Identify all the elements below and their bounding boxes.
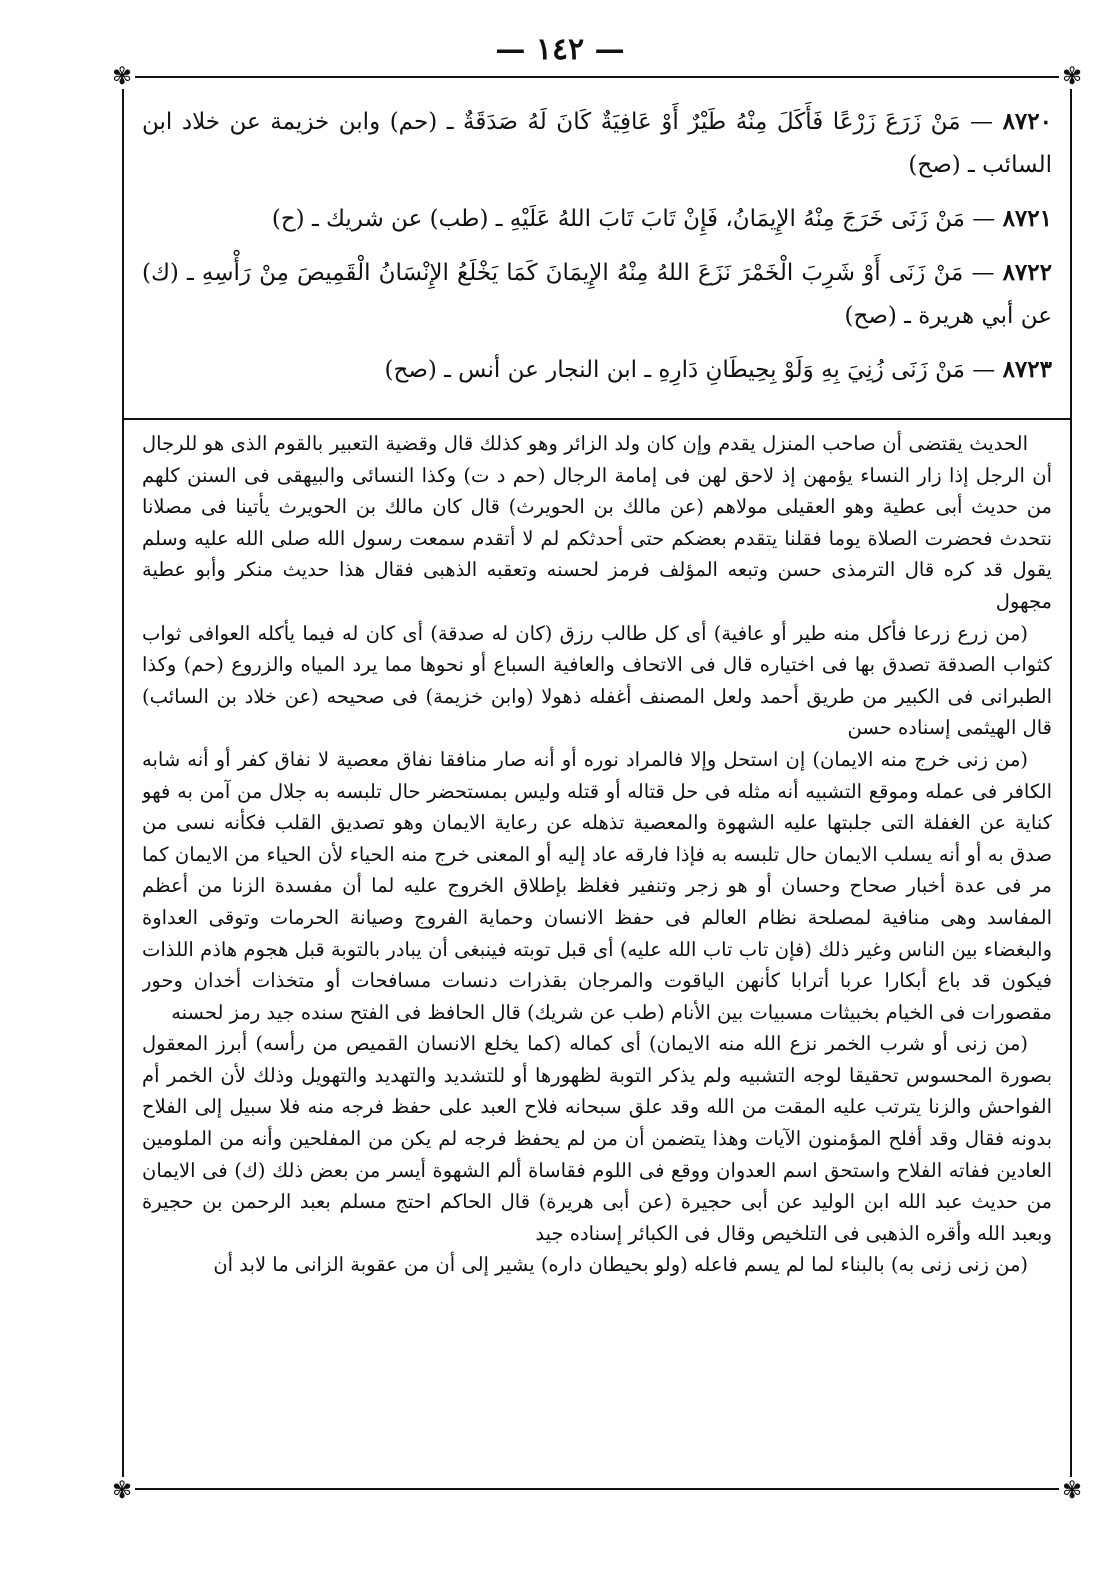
page-number: — ١٤٢ —	[495, 32, 625, 67]
hadith-text: — مَنْ زَنَى زُنِيَ بِهِ وَلَوْ بِحِيطَانِ دَارِهِ ـ ابن النجار عن أنس ـ (صح)	[384, 357, 996, 383]
ornament-corner-icon: ✾	[1059, 63, 1085, 89]
commentary-section	[142, 428, 1052, 1478]
hadith-entry	[142, 251, 1052, 338]
hadith-number: ٨٧٢٠	[1002, 108, 1052, 135]
hadith-text: — مَنْ زَنَى أَوْ شَرِبَ الْخَمْرَ نَزَعَ اللهُ مِنْهُ الإِيمَانَ كَمَا يَخْلَعُ الإِنْسَانُ الْقَمِيصَ مِنْ رَأْسِهِ ـ (ك) عن أبي هريرة ـ (صح)	[142, 260, 1052, 329]
hadith-text: — مَنْ زَرَعَ زَرْعًا فَأَكَلَ مِنْهُ طَيْرٌ أَوْ عَافِيَةٌ كَانَ لَهُ صَدَقَةٌ ـ (حم) وابن خزيمة عن خلاد ابن السائب ـ (صح)	[142, 109, 1052, 178]
hadith-number: ٨٧٢٣	[1002, 356, 1052, 383]
ornament-corner-icon: ✾	[109, 1477, 135, 1503]
hadith-entry	[142, 197, 1052, 241]
hadith-number: ٨٧٢٢	[1002, 259, 1052, 286]
hadith-entry	[142, 100, 1052, 187]
hadith-number: ٨٧٢١	[1002, 205, 1052, 232]
hadith-text: — مَنْ زَنَى خَرَجَ مِنْهُ الإِيمَانُ، فَإِنْ تَابَ تَابَ اللهُ عَلَيْهِ ـ (طب) عن شريك ـ (ح)	[271, 206, 996, 232]
ornament-corner-icon: ✾	[109, 63, 135, 89]
ornament-corner-icon: ✾	[1059, 1477, 1085, 1503]
hadith-entry	[142, 348, 1052, 392]
hadith-section	[142, 100, 1052, 410]
commentary-paragraph: (من زنى زنى به) بالبناء لما لم يسم فاعله (ولو بحيطان داره) يشير إلى أن من عقوبة الزانى ما لابد أن	[213, 1253, 1028, 1277]
commentary-paragraph: (من زنى خرج منه الايمان) إن استحل وإلا فالمراد نوره أو أنه صار منافقا نفاق معصية لا نفاق كفر أو أنه شابه الكافر فى عمله وموقع التشبيه أنه مثله فى حل قتاله أو قتله وليس بمستحضر حال تلبسه به جلال من آمن به فهو كناية عن الغفلة التى جلبتها عليه الشهوة والمعصية تذهله عن رعاية الايمان وهو تصديق القلب فكأنه نسى من صدق به أو أنه يسلب الايمان حال تلبسه به فإذا فارقه عاد إليه أو المعنى خرج منه الحياء لأن الحياء من الايمان كما مر فى عدة أخبار صحاح وحسان أو هو زجر وتنفير فغلظ بإطلاق الخروج عليه لما أن مفسدة الزنا من أعظم المفاسد وهى منافية لمصلحة نظام العالم فى حفظ الانسان وحماية الفروج وصيانة الحرمات وتوقى العداوة والبغضاء بين الناس وغير ذلك (فإن تاب تاب الله عليه) أى قبل توبته فينبغى أن يبادر بالتوبة قبل هجوم هاذم اللذات فيكون قد باع أبكارا عربا أترابا كأنهن الياقوت والمرجان بقذرات دنسات مسافحات أو متخذات أخدان وحور مقصورات فى الخيام بخبيثات مسبيات بين الأنام (طب عن شريك) قال الحافظ فى الفتح سنده جيد رمز لحسنه	[142, 747, 1052, 1024]
commentary-paragraph: الحديث يقتضى أن صاحب المنزل يقدم وإن كان ولد الزائر وهو كذلك قال وقضية التعبير بالقوم الذى هو للرجال أن الرجل إذا زار النساء يؤمهن إذ لاحق لهن فى إمامة الرجال (حم د ت) وكذا النسائى والبيهقى فى السنن كلهم من حديث أبى عطية وهو العقيلى مولاهم (عن مالك بن الحويرث) قال كان مالك بن الحويرث يأتينا فى مصلانا نتحدث فحضرت الصلاة يوما فقلنا يتقدم بعضكم حتى أحدثكم لم لا أتقدم سمعت رسول الله صلى الله عليه وسلم يقول قد كره قال الترمذى حسن وتبعه المؤلف فرمز لحسنه وتعقبه الذهبى فقال هذا حديث منكر وأبو عطية مجهول	[142, 432, 1052, 613]
section-divider	[122, 418, 1072, 420]
commentary-paragraph: (من زنى أو شرب الخمر نزع الله منه الايمان) أى كماله (كما يخلع الانسان القميص من رأسه) أبرز المعقول بصورة المحسوس تحقيقا لوجه التشبيه ولم يذكر التوبة لظهورها أو للتشديد والتهديد والتهويل وذلك لأن الخمر أم الفواحش والزنا يترتب عليه المقت من الله وقد علق سبحانه فلاح العبد على حفظ فرجه منه فلا سبيل إلى الفلاح بدونه فقال وقد أفلح المؤمنون الآيات وهذا يتضمن أن من لم يحفظ فرجه لم يكن من المفلحين وأنه من الملومين العادين ففاته الفلاح واستحق اسم العدوان ووقع فى اللوم فقاساة ألم الشهوة أيسر من بعض ذلك (ك) فى الايمان من حديث عبد الله ابن الوليد عن أبى حجيرة (عن أبى هريرة) قال الحاكم احتج مسلم بعبد الرحمن بن حجيرة وبعبد الله وأقره الذهبى فى التلخيص وقال فى الكبائر إسناده جيد	[142, 1032, 1052, 1245]
commentary-paragraph: (من زرع زرعا فأكل منه طير أو عافية) أى كل طالب رزق (كان له صدقة) أى كان له فيما يأكله العوافى ثواب كثواب الصدقة تصدق بها فى اختياره قال فى الاتحاف والعافية السباع أو نحوها مما يرد المياه والزروع (حم) وكذا الطبرانى فى الكبير من طريق أحمد ولعل المصنف أغفله ذهولا (وابن خزيمة) فى صحيحه (عن خلاد بن السائب) قال الهيثمى إسناده حسن	[142, 621, 1052, 740]
